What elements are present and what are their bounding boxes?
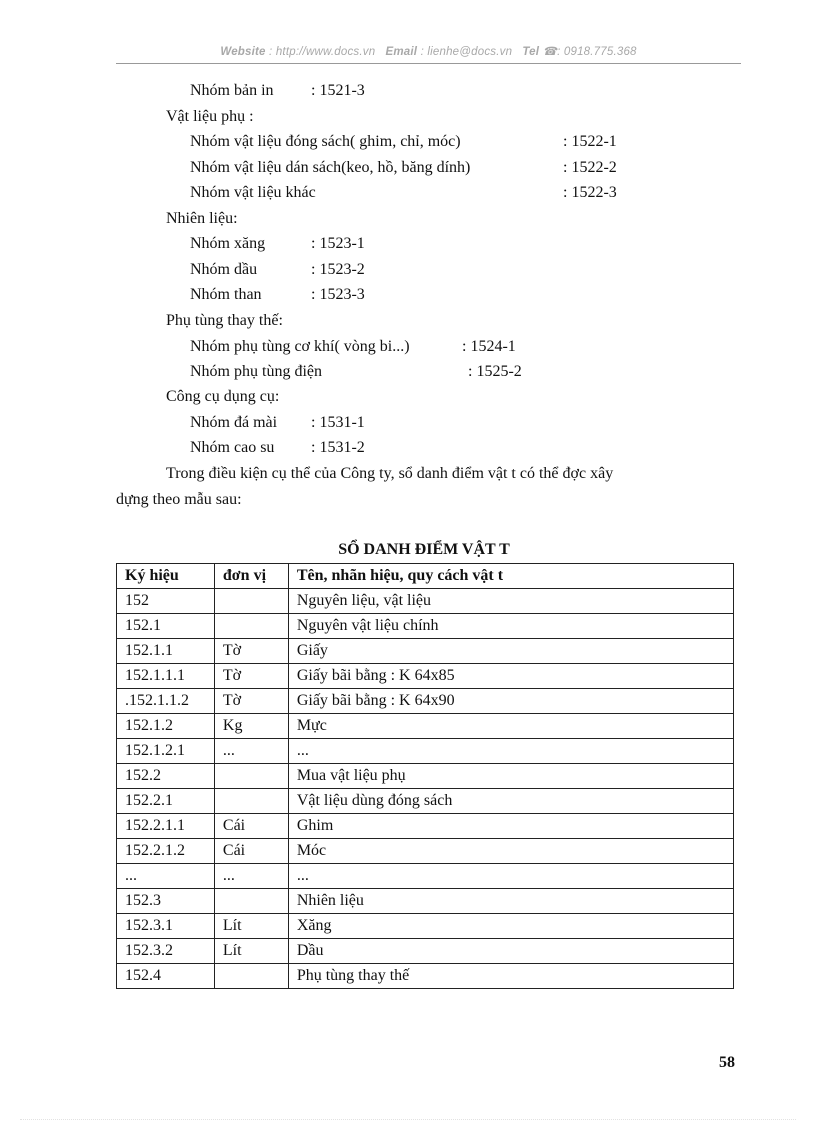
table-row xyxy=(117,714,734,739)
cell-unit: Lít xyxy=(214,939,288,964)
cell-name: ... xyxy=(288,739,733,764)
cell-name: Mua vật liệu phụ xyxy=(288,764,733,789)
cell-unit xyxy=(214,589,288,614)
cell-unit: Lít xyxy=(214,914,288,939)
table-row xyxy=(117,864,734,889)
cell-code: 152.1.2 xyxy=(117,714,215,739)
email-label: Email xyxy=(385,46,418,58)
cell-code: 152.2.1.2 xyxy=(117,839,215,864)
table-row xyxy=(117,964,734,989)
code-1531-2: : 1531-2 xyxy=(311,439,365,456)
cell-code: 152.2.1.1 xyxy=(117,814,215,839)
cell-unit: Tờ xyxy=(214,639,288,664)
cell-name: Phụ tùng thay thế xyxy=(288,964,733,989)
cell-code: .152.1.1.2 xyxy=(117,689,215,714)
line-nhom-dong-sach: Nhóm vật liệu đóng sách( ghim, chỉ, móc) xyxy=(190,133,461,150)
cell-name: Giấy bãi bằng : K 64x90 xyxy=(288,689,733,714)
cell-unit xyxy=(214,614,288,639)
table-row xyxy=(117,939,734,964)
line-phu-tung: Phụ tùng thay thế: xyxy=(166,312,283,329)
cell-unit xyxy=(214,789,288,814)
cell-name: Xăng xyxy=(288,914,733,939)
cell-name: ... xyxy=(288,864,733,889)
materials-table xyxy=(116,563,734,989)
header-don-vi: đơn vị xyxy=(214,564,288,589)
cell-unit: ... xyxy=(214,864,288,889)
line-nhom-xang: Nhóm xăng xyxy=(190,235,266,252)
phone-icon: ☎ xyxy=(542,46,558,58)
page-header xyxy=(116,44,741,58)
tel-label: Tel xyxy=(522,46,540,58)
code-1523-2: : 1523-2 xyxy=(311,261,365,278)
cell-unit: Cái xyxy=(214,839,288,864)
cell-code: 152.4 xyxy=(117,964,215,989)
table-row xyxy=(117,689,734,714)
line-nhom-than: Nhóm than xyxy=(190,286,262,303)
cell-name: Dầu xyxy=(288,939,733,964)
cell-code: 152.1.1.1 xyxy=(117,664,215,689)
code-1523-1: : 1523-1 xyxy=(311,235,365,252)
line-nhom-dien: Nhóm phụ tùng điện xyxy=(190,363,322,380)
website-value: : http://www.docs.vn xyxy=(269,46,376,58)
paragraph-line-2: dựng theo mẫu sau: xyxy=(116,491,242,508)
cell-name: Nguyên liệu, vật liệu xyxy=(288,589,733,614)
page-number: 58 xyxy=(719,1054,735,1071)
email-value: : lienhe@docs.vn xyxy=(420,46,513,58)
line-nhom-da-mai: Nhóm đá mài xyxy=(190,414,278,431)
code-1531-1: : 1531-1 xyxy=(311,414,365,431)
table-header-row xyxy=(117,564,734,589)
code-1522-2: : 1522-2 xyxy=(563,159,617,176)
table-row xyxy=(117,914,734,939)
line-nhien-lieu: Nhiên liệu: xyxy=(166,210,238,227)
cell-code: 152.2 xyxy=(117,764,215,789)
code-1523-3: : 1523-3 xyxy=(311,286,365,303)
cell-unit: Tờ xyxy=(214,664,288,689)
table-row xyxy=(117,839,734,864)
paragraph-line-1: Trong điều kiện cụ thể của Công ty, sổ danh điểm vật t có thể đợc xây xyxy=(166,465,614,482)
table-row xyxy=(117,764,734,789)
cell-unit xyxy=(214,964,288,989)
line-vat-lieu-phu: Vật liệu phụ : xyxy=(166,108,254,125)
tel-value: : 0918.775.368 xyxy=(557,46,637,58)
code-1521-3: : 1521-3 xyxy=(311,82,365,99)
table-row xyxy=(117,789,734,814)
header-ten: Tên, nhãn hiệu, quy cách vật t xyxy=(288,564,733,589)
line-nhom-cao-su: Nhóm cao su xyxy=(190,439,275,456)
table-row xyxy=(117,814,734,839)
table-row xyxy=(117,739,734,764)
cell-name: Giấy bãi bằng : K 64x85 xyxy=(288,664,733,689)
cell-code: 152.3.2 xyxy=(117,939,215,964)
line-nhom-dan-sach: Nhóm vật liệu dán sách(keo, hồ, băng dính) xyxy=(190,159,471,176)
cell-name: Vật liệu dùng đóng sách xyxy=(288,789,733,814)
cell-unit xyxy=(214,889,288,914)
cell-unit: Kg xyxy=(214,714,288,739)
cell-unit: Cái xyxy=(214,814,288,839)
cell-name: Giấy xyxy=(288,639,733,664)
code-1525-2: : 1525-2 xyxy=(468,363,522,380)
cell-unit: Tờ xyxy=(214,689,288,714)
table-row xyxy=(117,889,734,914)
cell-unit: ... xyxy=(214,739,288,764)
cell-code: 152.3.1 xyxy=(117,914,215,939)
header-divider xyxy=(116,63,741,64)
line-nhom-dau: Nhóm dầu xyxy=(190,261,258,278)
cell-name: Mực xyxy=(288,714,733,739)
cell-code: 152 xyxy=(117,589,215,614)
table-title: SỔ DANH ĐIỂM VẬT T xyxy=(338,541,510,558)
cell-code: 152.1.2.1 xyxy=(117,739,215,764)
header-ky-hieu: Ký hiệu xyxy=(117,564,215,589)
table-row xyxy=(117,639,734,664)
cell-name: Nhiên liệu xyxy=(288,889,733,914)
cell-code: 152.3 xyxy=(117,889,215,914)
code-1522-3: : 1522-3 xyxy=(563,184,617,201)
cell-name: Nguyên vật liệu chính xyxy=(288,614,733,639)
cell-code: 152.1 xyxy=(117,614,215,639)
code-1524-1: : 1524-1 xyxy=(462,338,516,355)
cell-unit xyxy=(214,764,288,789)
cell-name: Móc xyxy=(288,839,733,864)
code-1522-1: : 1522-1 xyxy=(563,133,617,150)
line-nhom-khac: Nhóm vật liệu khác xyxy=(190,184,316,201)
cell-code: ... xyxy=(117,864,215,889)
cell-code: 152.2.1 xyxy=(117,789,215,814)
table-row xyxy=(117,614,734,639)
line-nhom-co-khi: Nhóm phụ tùng cơ khí( vòng bi...) xyxy=(190,338,410,355)
table-row xyxy=(117,589,734,614)
cell-code: 152.1.1 xyxy=(117,639,215,664)
cell-name: Ghim xyxy=(288,814,733,839)
line-cong-cu: Công cụ dụng cụ: xyxy=(166,388,280,405)
table-row xyxy=(117,664,734,689)
line-nhom-ban-in: Nhóm bản in xyxy=(190,82,274,99)
website-label: Website xyxy=(220,46,266,58)
footer-divider xyxy=(20,1119,796,1120)
